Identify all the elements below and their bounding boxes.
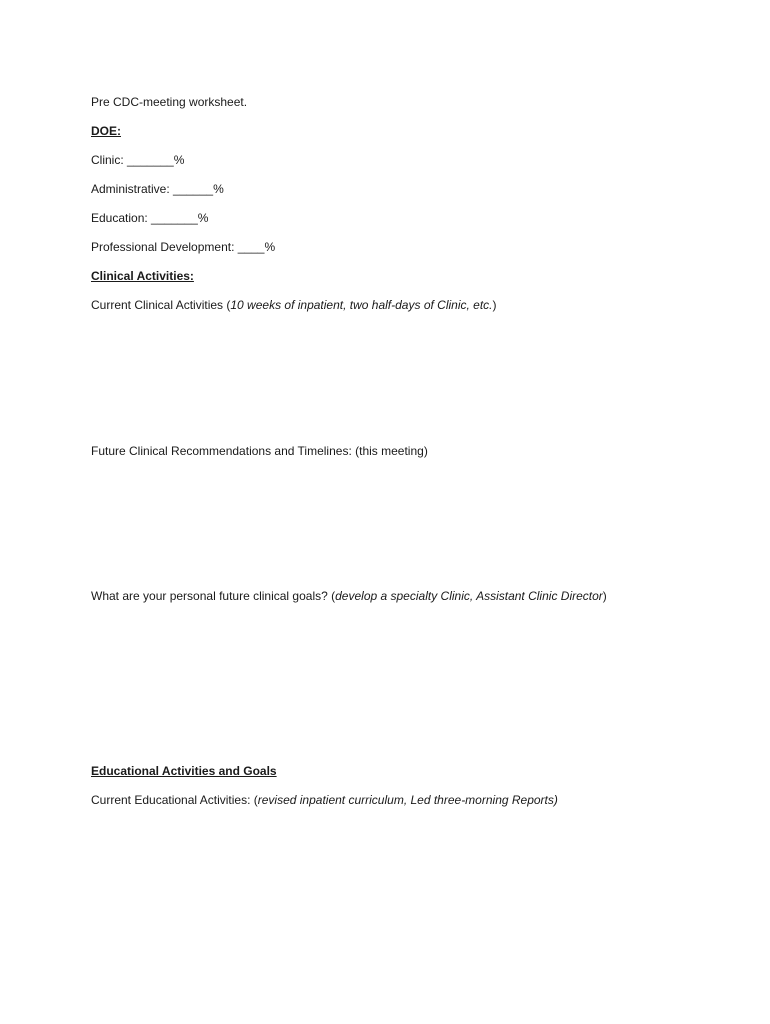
current-clinical-activities: [91, 298, 497, 312]
current-clinical-prefix: Current Clinical Activities (: [91, 298, 231, 312]
administrative-percentage: Administrative: ______%: [91, 182, 224, 196]
current-educational-activities: [91, 793, 558, 807]
personal-goals-suffix: ): [602, 589, 607, 603]
current-educational-prefix: Current Educational Activities: (: [91, 793, 258, 807]
professional-development-percentage: Professional Development: ____%: [91, 240, 276, 254]
current-clinical-suffix: ): [492, 298, 497, 312]
doe-heading: DOE:: [91, 124, 121, 138]
personal-clinical-goals: [91, 589, 607, 603]
personal-goals-example: develop a specialty Clinic, Assistant Clinic Director: [335, 589, 603, 603]
current-clinical-example: 10 weeks of inpatient, two half-days of Clinic, etc.: [230, 298, 493, 312]
future-clinical-recommendations: Future Clinical Recommendations and Timelines: (this meeting): [91, 444, 428, 458]
education-percentage: Education: _______%: [91, 211, 209, 225]
clinical-activities-heading: Clinical Activities:: [91, 269, 194, 283]
worksheet-title: Pre CDC-meeting worksheet.: [91, 95, 248, 109]
current-educational-example: revised inpatient curriculum, Led three-morning Reports): [257, 793, 558, 807]
clinic-percentage: Clinic: _______%: [91, 153, 185, 167]
personal-goals-prefix: What are your personal future clinical goals? (: [91, 589, 336, 603]
educational-activities-heading: Educational Activities and Goals: [91, 764, 277, 778]
